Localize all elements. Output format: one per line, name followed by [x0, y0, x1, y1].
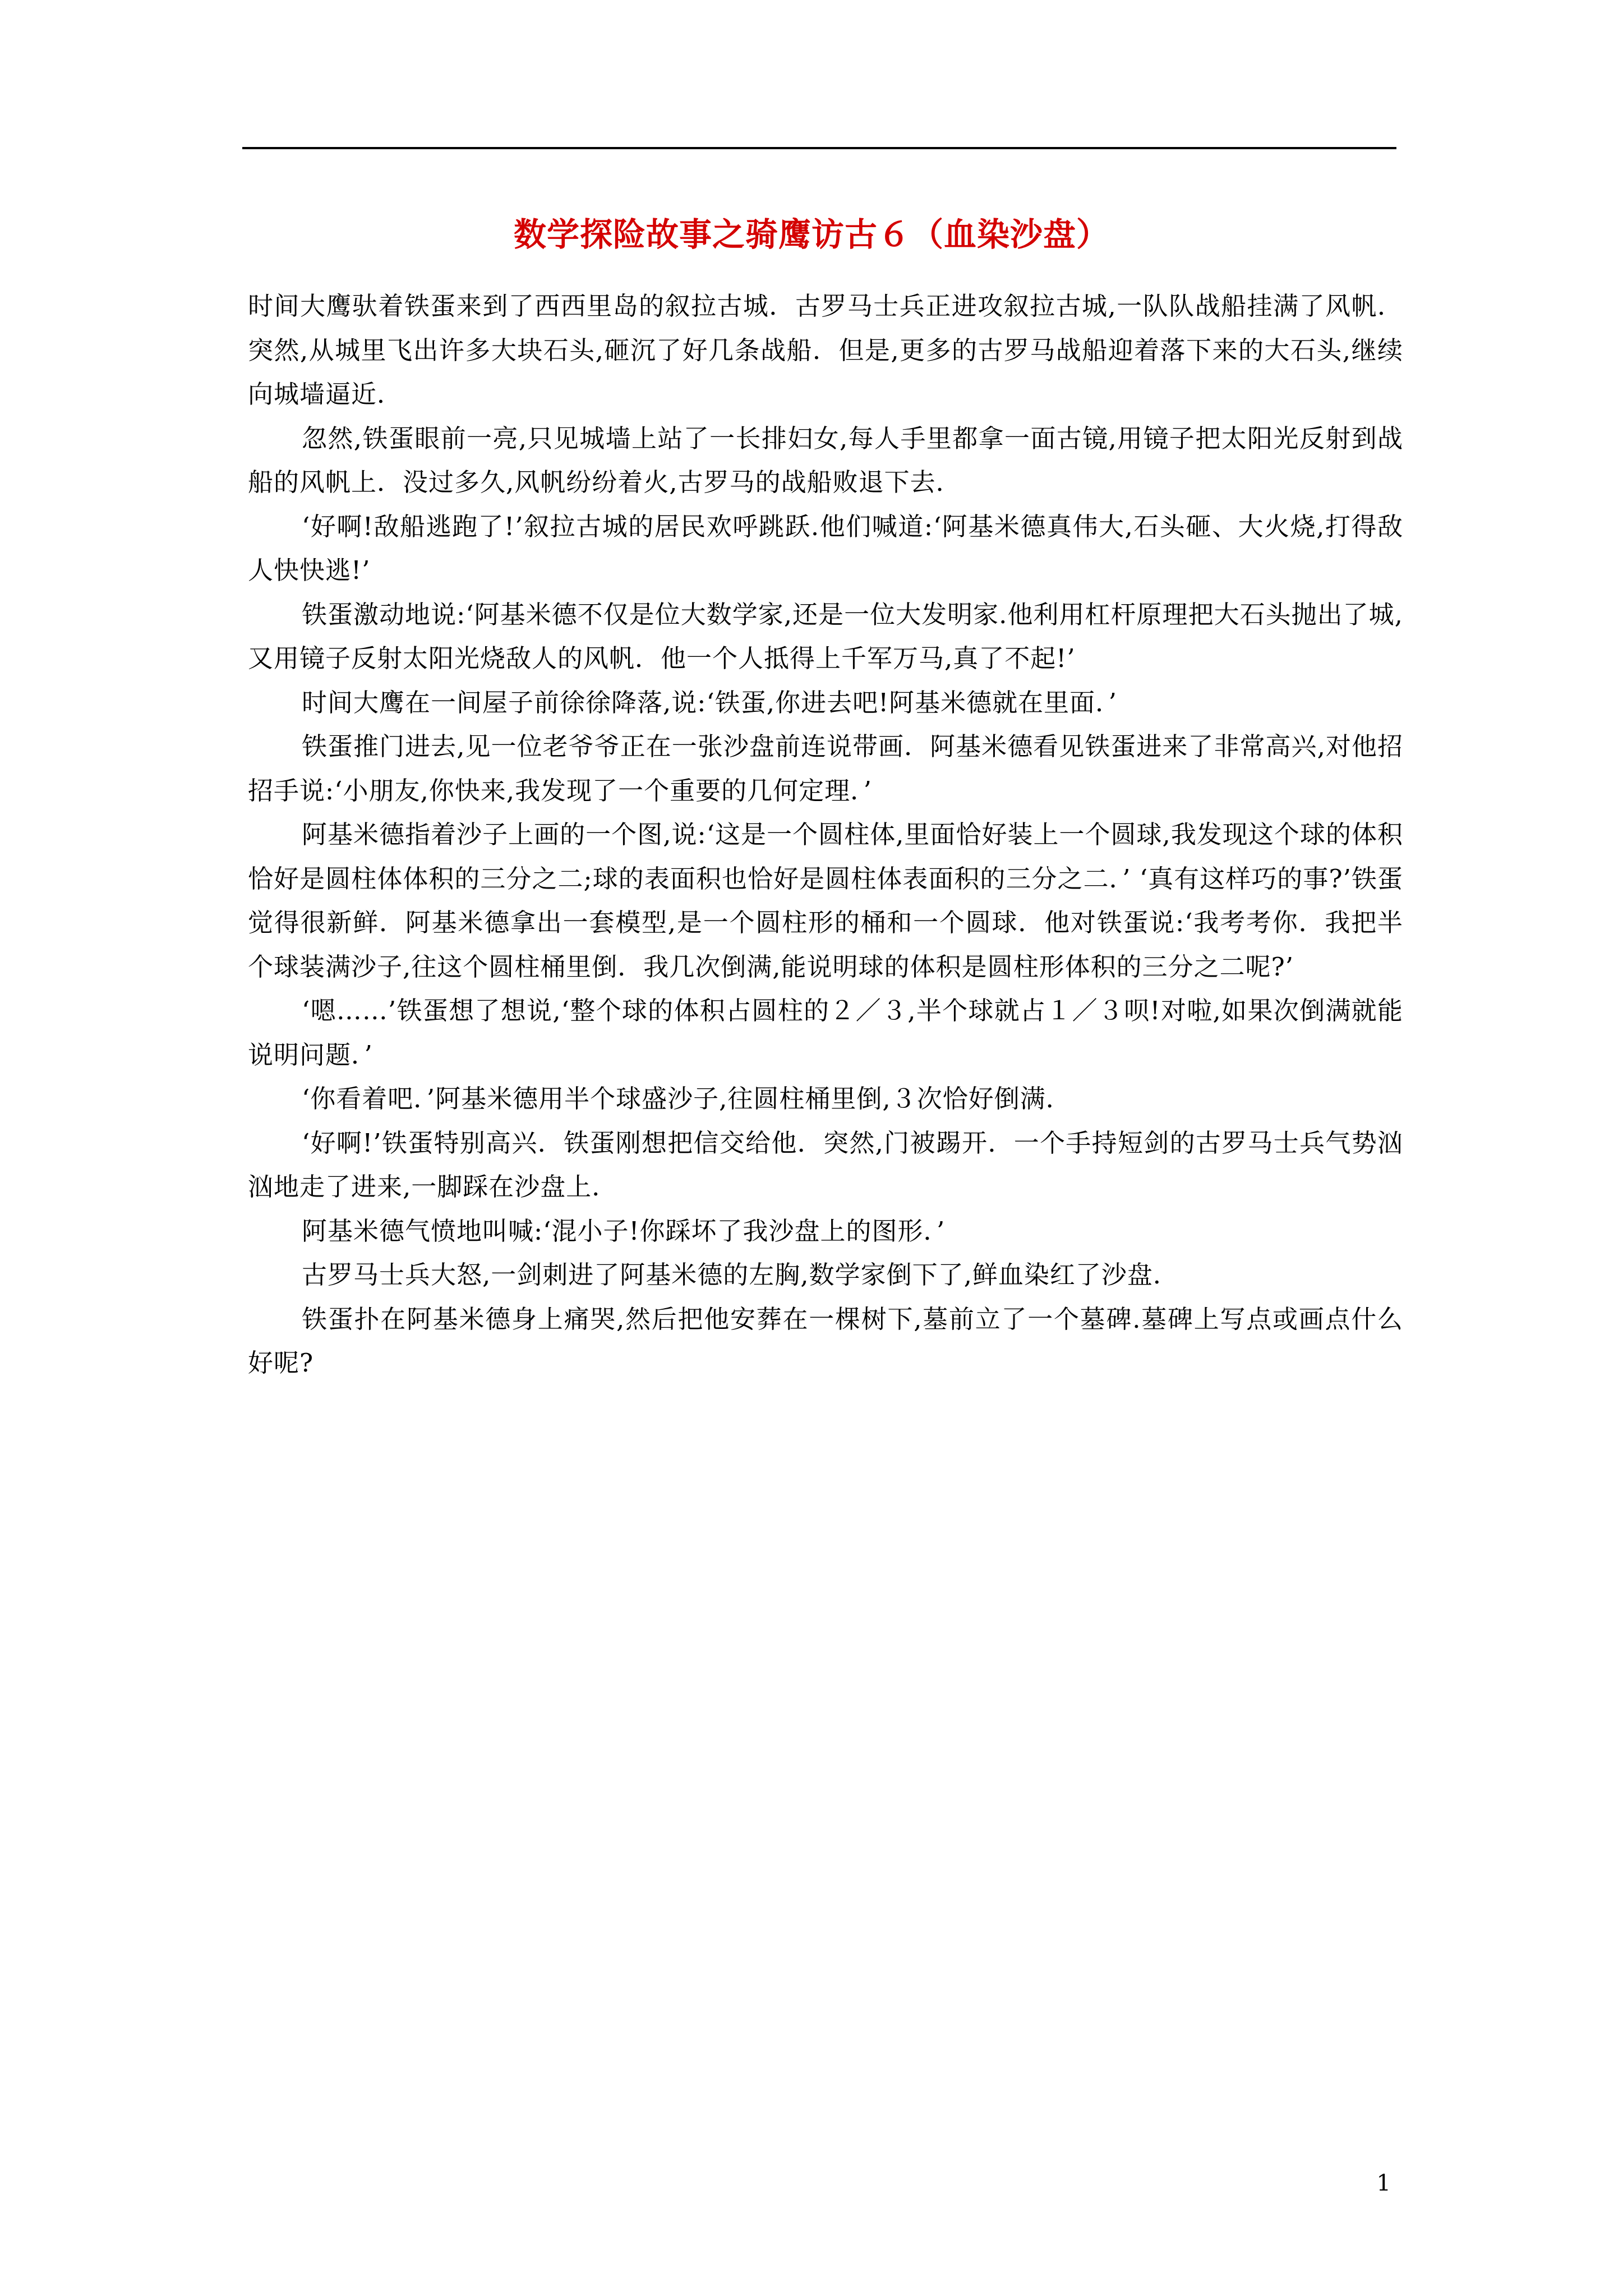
paragraph: ‘你看着吧．’阿基米德用半个球盛沙子,往圆柱桶里倒,３次恰好倒满． — [302, 1084, 1072, 1114]
paragraph: 古罗马士兵大怒,一剑刺进了阿基米德的左胸,数学家倒下了,鲜血染红了沙盘． — [302, 1260, 1179, 1290]
paragraph: 时间大鹰驮着铁蛋来到了西西里岛的叙拉古城．古罗马士兵正进攻叙拉古城,一队队战船挂满了风帆．突然,从城里飞出许多大块石头,砸沉了好几条战船．但是,更多的古罗马战船迎着落下来的大石头,继续向城墙逼近． — [248, 291, 1403, 409]
document-body — [248, 284, 1403, 1386]
paragraph: 忽然,铁蛋眼前一亮,只见城墙上站了一长排妇女,每人手里都拿一面古镜,用镜子把太阳光反射到战船的风帆上．没过多久,风帆纷纷着火,古罗马的战船败退下去． — [248, 423, 1403, 497]
paragraph: 时间大鹰在一间屋子前徐徐降落,说:‘铁蛋,你进去吧!阿基米德就在里面．’ — [302, 687, 1117, 717]
paragraph: 阿基米德指着沙子上画的一个图,说:‘这是一个圆柱体,里面恰好装上一个圆球,我发现这个球的体积恰好是圆柱体体积的三分之二;球的表面积也恰好是圆柱体表面积的三分之二．’ ‘真有这样巧的事?’铁蛋觉得很新鲜．阿基米德拿出一套模型,是一个圆柱形的桶和一个圆球．他对铁蛋说:‘我考考你．我把半个球装满沙子,往这个圆柱桶里倒．我几次倒满,能说明球的体积是圆柱形体积的三分之二呢?’ — [248, 820, 1403, 982]
paragraph: ‘嗯……’铁蛋想了想说,‘整个球的体积占圆柱的２／３,半个球就占１／３呗!对啦,如果次倒满就能说明问题．’ — [248, 996, 1403, 1070]
page-number: 1 — [1376, 2170, 1391, 2196]
document-title: 数学探险故事之骑鹰访古６（血染沙盘） — [513, 215, 1109, 254]
header-rule — [242, 147, 1396, 149]
paragraph: ‘好啊!敌船逃跑了!’叙拉古城的居民欢呼跳跃.他们喊道:‘阿基米德真伟大,石头砸、大火烧,打得敌人快快逃!’ — [248, 511, 1404, 585]
paragraph: 铁蛋扑在阿基米德身上痛哭,然后把他安葬在一棵树下,墓前立了一个墓碑.墓碑上写点或画点什么好呢? — [248, 1304, 1403, 1378]
paragraph: 铁蛋激动地说:‘阿基米德不仅是位大数学家,还是一位大发明家.他利用杠杆原理把大石头抛出了城,又用镜子反射太阳光烧敌人的风帆．他一个人抵得上千军万马,真了不起!’ — [248, 599, 1403, 673]
paragraph: 阿基米德气愤地叫喊:‘混小子!你踩坏了我沙盘上的图形．’ — [302, 1216, 946, 1246]
paragraph: ‘好啊!’铁蛋特别高兴．铁蛋刚想把信交给他．突然,门被踢开．一个手持短剑的古罗马士兵气势汹汹地走了进来,一脚踩在沙盘上． — [248, 1128, 1403, 1202]
paragraph: 铁蛋推门进去,见一位老爷爷正在一张沙盘前连说带画．阿基米德看见铁蛋进来了非常高兴,对他招招手说:‘小朋友,你快来,我发现了一个重要的几何定理．’ — [248, 731, 1403, 806]
